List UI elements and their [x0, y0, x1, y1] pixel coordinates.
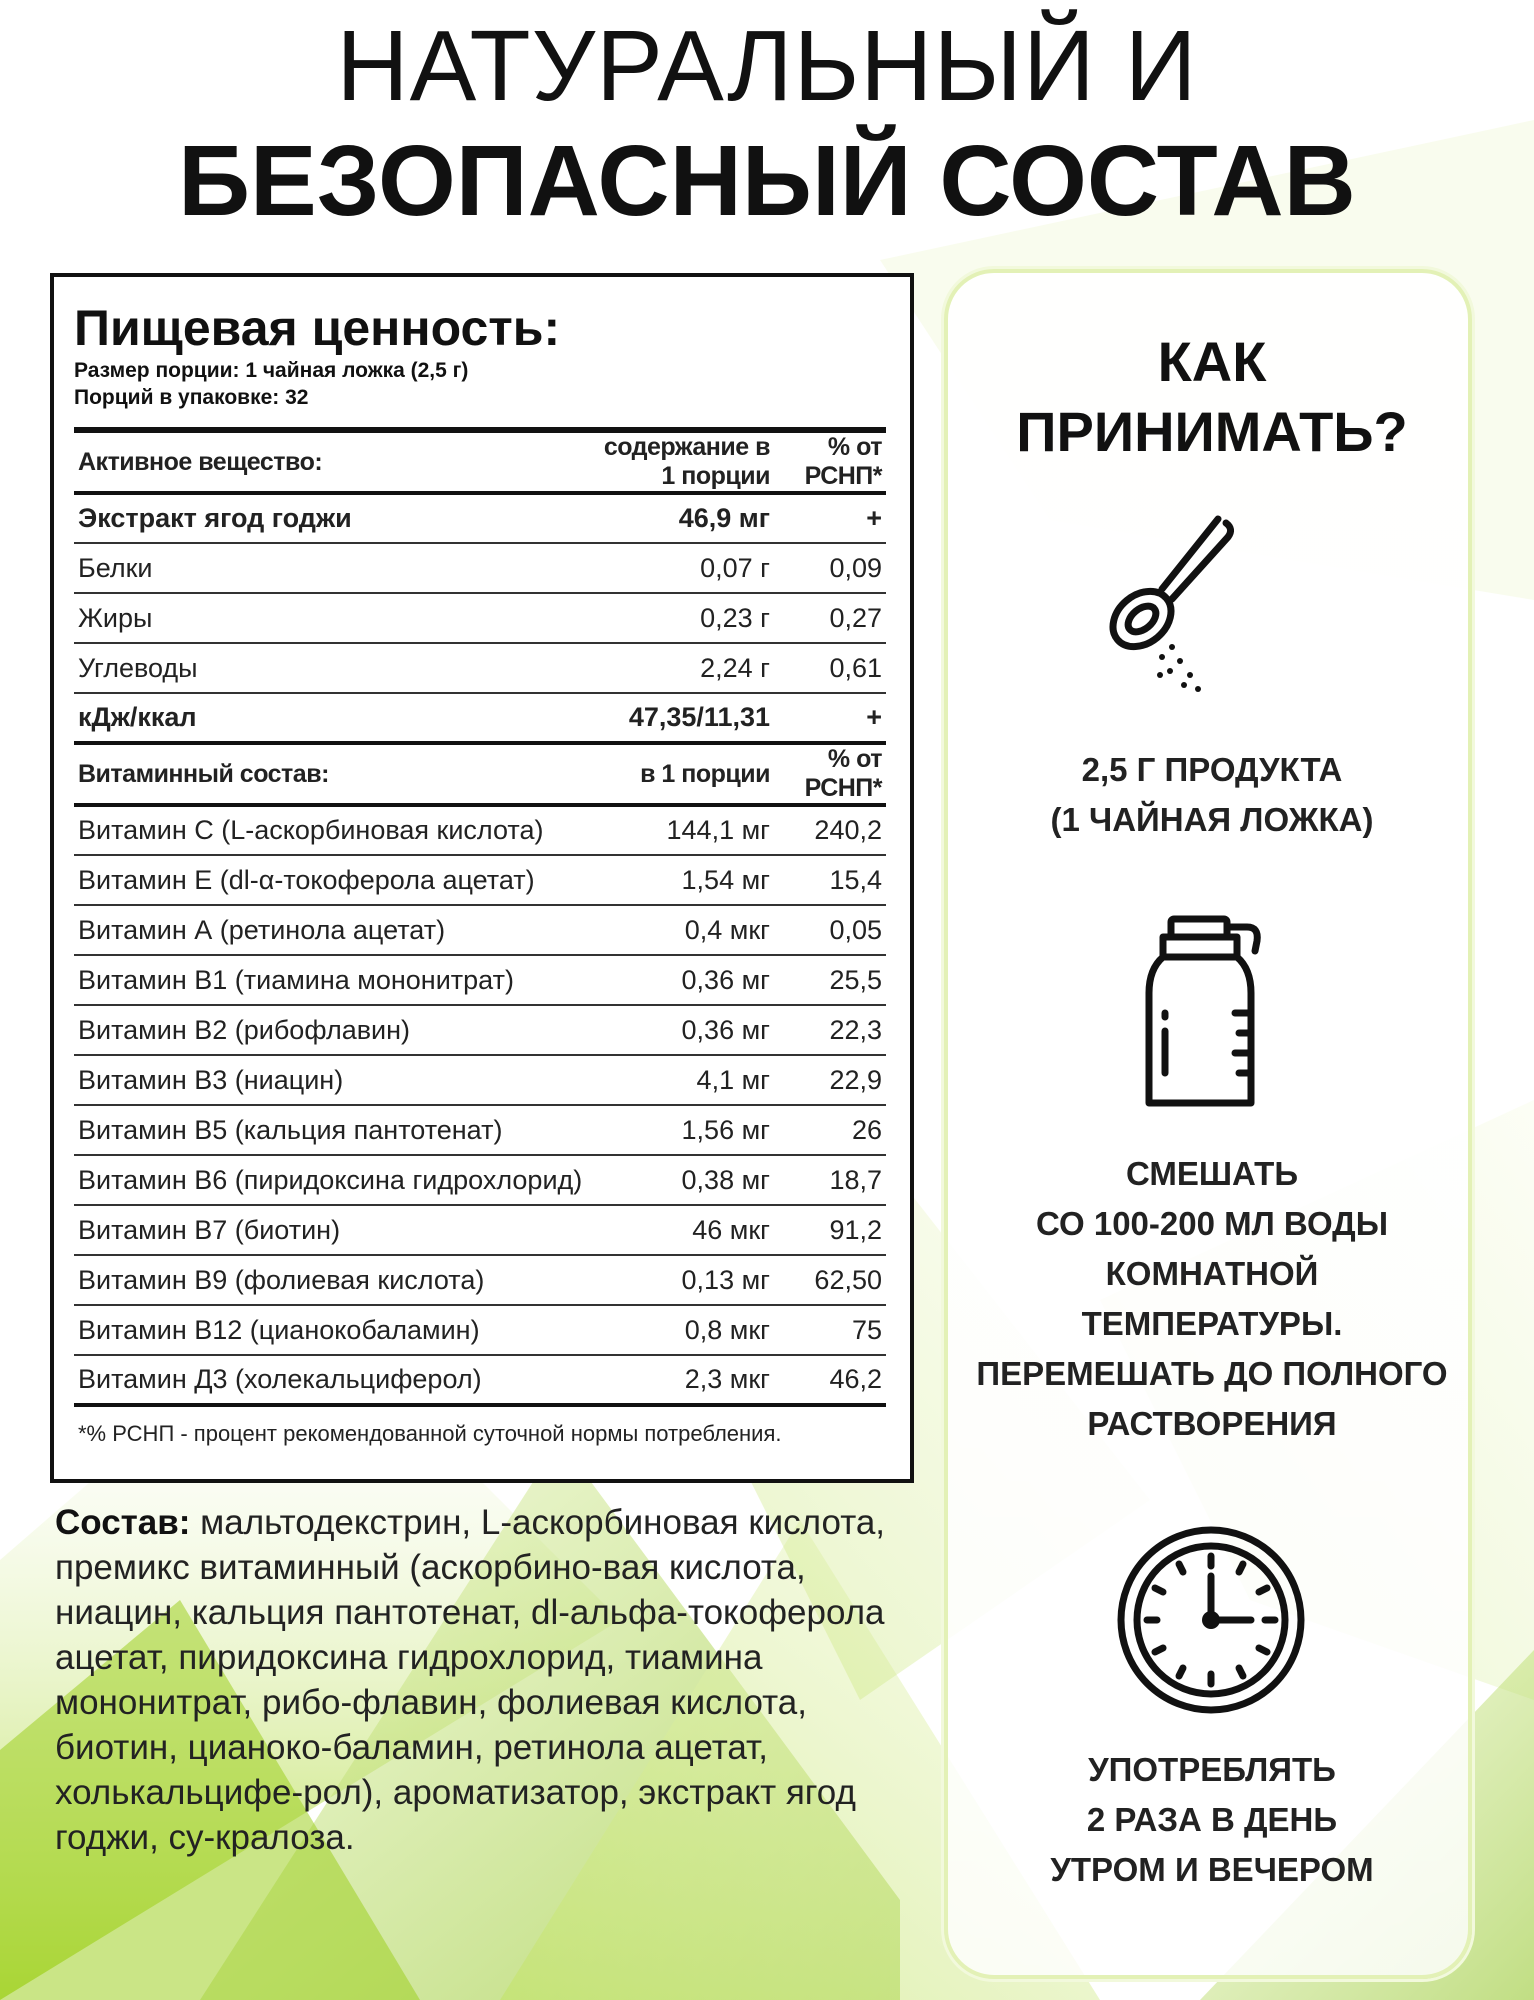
vitamin-percent: 22,9 — [774, 1055, 886, 1105]
table-row — [74, 543, 886, 593]
step-mix-line: РАСТВОРЕНИЯ — [1087, 1405, 1337, 1442]
table-row — [74, 855, 886, 905]
step-mix-line: СО 100-200 МЛ ВОДЫ — [1036, 1205, 1388, 1242]
vitamin-percent: 62,50 — [774, 1255, 886, 1305]
vitamin-percent: 91,2 — [774, 1205, 886, 1255]
vitamin-amount: 2,3 мкг — [594, 1355, 774, 1405]
table-row — [74, 493, 886, 543]
vitamin-name: Витамин В1 (тиамина мононитрат) — [74, 955, 594, 1005]
row-amount: 0,23 г — [594, 593, 774, 643]
step-mix-line: ПЕРЕМЕШАТЬ ДО ПОЛНОГО — [976, 1355, 1448, 1392]
table-row — [74, 643, 886, 693]
step-mix-line: СМЕШАТЬ — [1125, 1155, 1299, 1192]
row-percent: 0,61 — [774, 643, 886, 693]
serving-size: Размер порции: 1 чайная ложка (2,5 г) — [74, 359, 469, 382]
vitamin-name: Витамин В5 (кальция пантотенат) — [74, 1105, 594, 1155]
row-name: кДж/ккал — [74, 693, 594, 743]
vitamin-percent: 25,5 — [774, 955, 886, 1005]
row-name: Белки — [74, 543, 594, 593]
title-line-1: НАТУРАЛЬНЫЙ И — [336, 10, 1198, 122]
nutrition-heading: Пищевая ценность: — [74, 300, 561, 356]
vitamin-amount: 0,8 мкг — [594, 1305, 774, 1355]
clock-icon — [1113, 1522, 1309, 1718]
vitamin-name: Витамин В7 (биотин) — [74, 1205, 594, 1255]
step-frequency-line: 2 РАЗА В ДЕНЬ — [1086, 1801, 1338, 1838]
header-col1: Активное вещество: — [74, 433, 594, 493]
row-name: Жиры — [74, 593, 594, 643]
title-line-2: БЕЗОПАСНЫЙ СОСТАВ — [178, 125, 1356, 237]
footnote: *% РСНП - процент рекомендованной суточной нормы потребления. — [78, 1421, 782, 1446]
vitamin-rows — [74, 805, 886, 1405]
vitamin-amount: 4,1 мг — [594, 1055, 774, 1105]
vitamin-header-row — [74, 743, 886, 805]
vitamin-amount: 0,36 мг — [594, 1005, 774, 1055]
step-frequency — [948, 1745, 1476, 1895]
table-row — [74, 1155, 886, 1205]
how-to-heading-line1: КАК — [1157, 330, 1267, 393]
nutrition-header-row — [74, 433, 886, 493]
composition-body: мальтодекстрин, L-аскорбиновая кислота, премикс витаминный (аскорбино-вая кислота, ниацин, кальция пантотенат, dl-альфа-токоферола ацетат, пиридоксина гидрохлорид, тиамина мононитрат, рибо-флавин, фолиевая кислота, биотин, цианоко-баламин, ретинола ацетат, холькальцифе-рол), ароматизатор, экстракт ягод годжи, су-кралоза. — [55, 1503, 886, 1857]
how-to-heading-line2: ПРИНИМАТЬ? — [1016, 400, 1408, 463]
nutrition-panel — [50, 273, 914, 1483]
bottle-icon — [1143, 913, 1273, 1113]
vitamin-percent: 22,3 — [774, 1005, 886, 1055]
table-row — [74, 905, 886, 955]
vitamin-header-col1: Витаминный состав: — [74, 743, 594, 805]
vitamin-name: Витамин В6 (пиридоксина гидрохлорид) — [74, 1155, 594, 1205]
header-col2: содержание в 1 порции — [594, 433, 774, 493]
row-percent: 0,27 — [774, 593, 886, 643]
vitamin-name: Витамин Д3 (холекальциферол) — [74, 1355, 594, 1405]
vitamin-percent: 15,4 — [774, 855, 886, 905]
how-to-card — [944, 269, 1472, 1979]
table-row — [74, 1205, 886, 1255]
step-frequency-line: УТРОМ И ВЕЧЕРОМ — [1050, 1851, 1374, 1888]
vitamin-name: Витамин В3 (ниацин) — [74, 1055, 594, 1105]
vitamin-amount: 1,54 мг — [594, 855, 774, 905]
vitamin-name: Витамин С (L-аскорбиновая кислота) — [74, 805, 594, 855]
composition-text — [55, 1500, 895, 1860]
table-row — [74, 1055, 886, 1105]
step-mix-line: КОМНАТНОЙ — [1105, 1255, 1319, 1292]
row-percent: + — [774, 693, 886, 743]
row-name: Экстракт ягод годжи — [74, 493, 594, 543]
table-row — [74, 955, 886, 1005]
vitamin-percent: 0,05 — [774, 905, 886, 955]
vitamin-name: Витамин Е (dl-α-токоферола ацетат) — [74, 855, 594, 905]
vitamin-amount: 0,4 мкг — [594, 905, 774, 955]
table-row — [74, 693, 886, 743]
table-row — [74, 593, 886, 643]
row-amount: 0,07 г — [594, 543, 774, 593]
vitamin-amount: 0,38 мг — [594, 1155, 774, 1205]
vitamin-amount: 0,13 мг — [594, 1255, 774, 1305]
vitamin-name: Витамин А (ретинола ацетат) — [74, 905, 594, 955]
vitamin-name: Витамин В12 (цианокобаламин) — [74, 1305, 594, 1355]
row-amount: 47,35/11,31 — [594, 693, 774, 743]
table-row — [74, 1005, 886, 1055]
vitamin-percent: 75 — [774, 1305, 886, 1355]
vitamin-amount: 46 мкг — [594, 1205, 774, 1255]
vitamin-percent: 46,2 — [774, 1355, 886, 1405]
vitamin-amount: 0,36 мг — [594, 955, 774, 1005]
table-row — [74, 1305, 886, 1355]
spoon-icon — [1100, 515, 1240, 695]
row-amount: 2,24 г — [594, 643, 774, 693]
vitamin-percent: 18,7 — [774, 1155, 886, 1205]
vitamin-name: Витамин В2 (рибофлавин) — [74, 1005, 594, 1055]
vitamin-header-col3: % от РСНП* — [774, 743, 886, 805]
table-row — [74, 1105, 886, 1155]
header-col3: % от РСНП* — [774, 433, 886, 493]
servings-per-pack: Порций в упаковке: 32 — [74, 386, 309, 409]
step-dose-line: 2,5 Г ПРОДУКТА — [1081, 751, 1343, 788]
table-row — [74, 1255, 886, 1305]
nutrition-table — [74, 433, 886, 1407]
step-frequency-line: УПОТРЕБЛЯТЬ — [1088, 1751, 1336, 1788]
step-dose — [948, 745, 1476, 845]
row-percent: + — [774, 493, 886, 543]
page-title — [0, 10, 1534, 240]
vitamin-percent: 26 — [774, 1105, 886, 1155]
how-to-heading — [948, 327, 1476, 467]
table-row — [74, 805, 886, 855]
row-percent: 0,09 — [774, 543, 886, 593]
vitamin-percent: 240,2 — [774, 805, 886, 855]
vitamin-header-col2: в 1 порции — [594, 743, 774, 805]
table-row — [74, 1355, 886, 1405]
vitamin-amount: 1,56 мг — [594, 1105, 774, 1155]
step-dose-line: (1 ЧАЙНАЯ ЛОЖКА) — [1050, 801, 1374, 838]
step-mix-line: ТЕМПЕРАТУРЫ. — [1081, 1305, 1343, 1342]
row-name: Углеводы — [74, 643, 594, 693]
row-amount: 46,9 мг — [594, 493, 774, 543]
vitamin-name: Витамин В9 (фолиевая кислота) — [74, 1255, 594, 1305]
step-mix — [948, 1149, 1476, 1449]
vitamin-amount: 144,1 мг — [594, 805, 774, 855]
composition-label: Состав: — [55, 1503, 191, 1542]
